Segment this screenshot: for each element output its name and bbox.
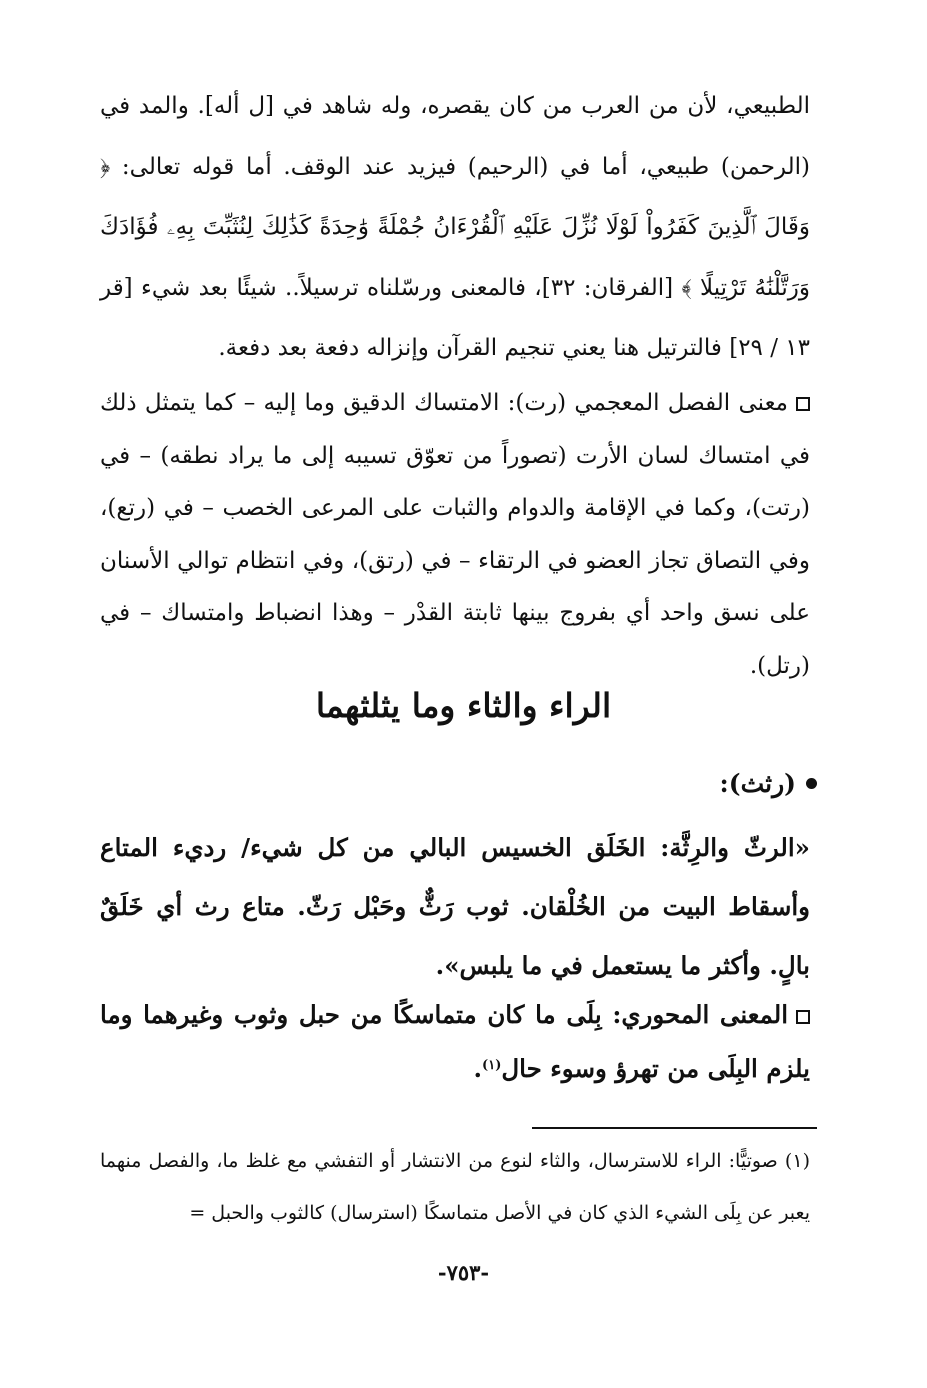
entry-root <box>720 764 817 804</box>
text-block-lexical <box>100 377 810 692</box>
footnote-text: (١) صوتيًّا: الراء للاسترسال، والثاء لنوع من الانتشار أو التفشي مع غلظ ما، والفصل منهما يعبر عن بِلَى الشيء الذي كان في الأصل متماسكًا (استرسال) كالثوب والحبل = <box>100 1150 810 1224</box>
paragraph-lexical-meaning <box>100 377 810 692</box>
lexical-meaning-text: معنى الفصل المعجمي (رت): الامتساك الدقيق وما إليه – كما يتمثل ذلك في امتساك لسان الأرت (تصوراً من تعوّق تسيبه إلى ما يراد نطقه) – في (رتت)، وكما في الإقامة والدوام والثبات على المرعى الخصب – في (رتع)، وفي التصاق تجاز العضو في الرتقاء – في (رتق)، وفي انتظام توالي الأسنان على نسق واحد أي بفروج بينها ثابتة القدْر – وهذا انضباط وامتساك – في (رتل). <box>100 390 810 679</box>
footnote-divider <box>532 1127 817 1129</box>
section-heading: الراء والثاء وما يثلثهما <box>315 686 612 725</box>
axial-meaning-text: المعنى المحوري: بِلَى ما كان متماسكًا من حبل وثوب وغيرهما وما يلزم البِلَى من تهرؤ وسوء حال <box>100 1000 810 1083</box>
paragraph-tarteel: الطبيعي، لأن من العرب من كان يقصره، وله شاهد في [ل أله]. والمد في (الرحمن) طبيعي، أما في (الرحيم) فيزيد عند الوقف. أما قوله تعالى: ﴿ وَقَالَ ٱلَّذِينَ كَفَرُواْ لَوْلَا نُزِّلَ عَلَيْهِ ٱلْقُرْءَانُ جُمْلَةً وَٰحِدَةً كَذَٰلِكَ لِنُثَبِّتَ بِهِۦ فُؤَادَكَ وَرَتَّلْنَٰهُ تَرْتِيلًا ﴾ [الفرقان: ٣٢]، فالمعنى ورسّلناه ترسيلاً.. شيئًا بعد شيء [قر ١٣ / ٢٩] فالترتيل هنا يعني تنجيم القرآن وإنزاله دفعة بعد دفعة. <box>100 93 810 361</box>
text-block-intro <box>100 76 810 379</box>
entry-root-label: (رثث): <box>719 769 796 798</box>
text-block-axial <box>100 988 810 1096</box>
text-block-definition <box>100 818 810 995</box>
axial-meaning <box>100 988 810 1096</box>
text-block-footnote <box>100 1135 810 1239</box>
footnote-reference[interactable]: (١) <box>482 1058 502 1073</box>
page-number: -٧٥٣- <box>437 1260 490 1285</box>
axial-meaning-end: . <box>473 1054 483 1083</box>
square-marker-icon <box>796 1010 810 1024</box>
definition-quote: «الرثّ والرِثَّة: الخَلَق الخسيس البالي من كل شيء/ رديء المتاع وأسقاط البيت من الخُلْقان. ثوب رَثٌّ وحَبْل رَثّ. متاع رث أي خَلَقٌ بالٍ. وأكثر ما يستعمل في ما يلبس». <box>100 833 810 980</box>
bullet-icon <box>806 778 817 789</box>
square-marker-icon <box>796 397 810 411</box>
